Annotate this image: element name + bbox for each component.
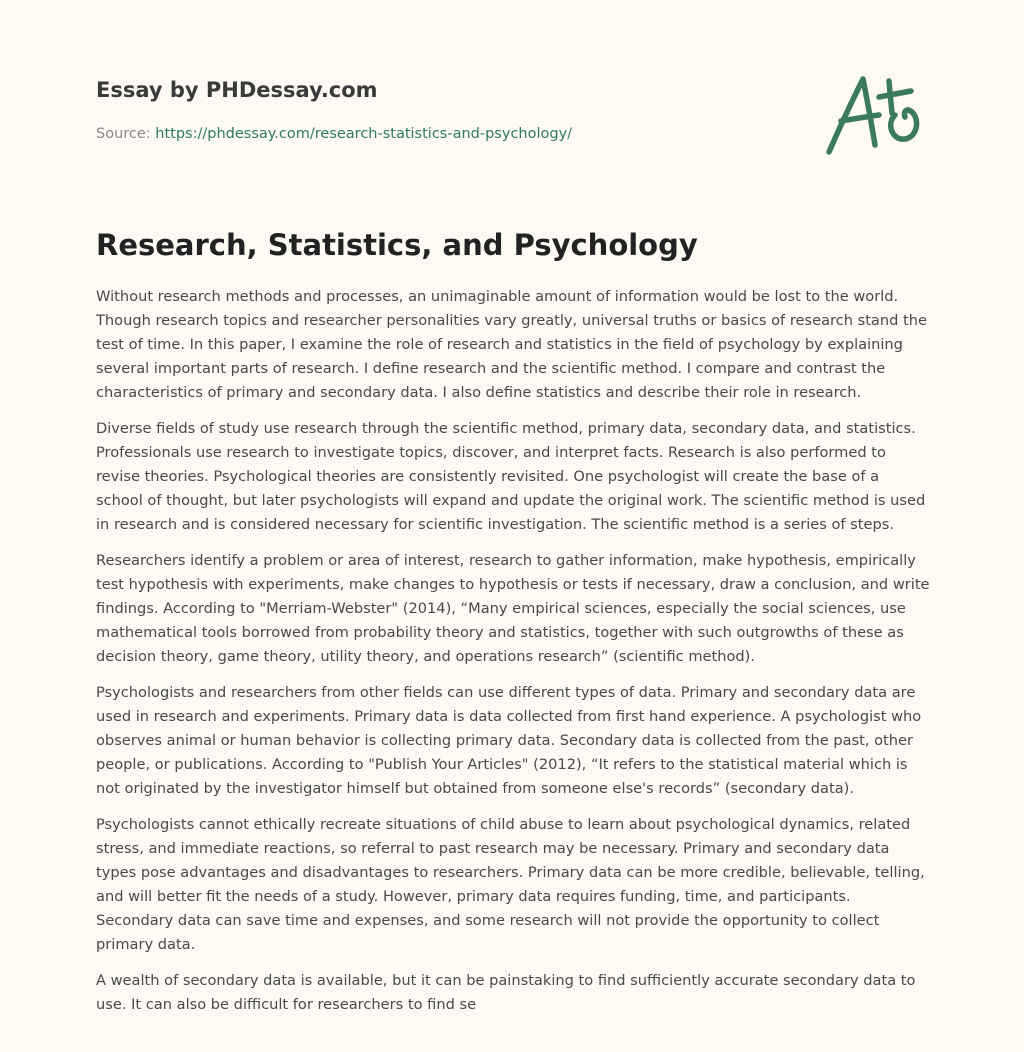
essay-paragraph: Diverse fields of study use research through the scientific method, primary data, secondary data, and statistics. Professionals use research to investigate topics, discover, and interpret facts. Research is also performed to revise theories. Psychological theories are consistently revisited. One psychologist will create the base of a school of thought, but later psychologists will expand and update the original work. The scientific method is used in research and is considered necessary for scientific investigation. The scientific method is a series of steps. bbox=[96, 420, 926, 533]
source-link[interactable]: https://phdessay.com/research-statistics-and-psychology/ bbox=[155, 126, 573, 142]
source-line bbox=[96, 124, 572, 144]
essay-paragraph: A wealth of secondary data is available, but it can be painstaking to find sufficiently accurate secondary data to use. It can also be difficult for researchers to find se bbox=[96, 972, 916, 1013]
source-label: Source: bbox=[96, 126, 151, 142]
site-title: Essay by PHDessay.com bbox=[96, 78, 378, 102]
a-plus-logo-icon bbox=[823, 69, 929, 163]
essay-paragraph: Without research methods and processes, an unimaginable amount of information would be lost to the world. Though research topics and researcher personalities vary greatly, universal truths or basics of research stand the test of time. In this paper, I examine the role of research and statistics in the field of psychology by explaining several important parts of research. I define research and the scientific method. I compare and contrast the characteristics of primary and secondary data. I also define statistics and describe their role in research. bbox=[96, 288, 927, 401]
essay-title: Research, Statistics, and Psychology bbox=[96, 228, 698, 262]
essay-body bbox=[96, 285, 930, 1029]
essay-paragraph: Psychologists cannot ethically recreate situations of child abuse to learn about psychological dynamics, related stress, and immediate reactions, so referral to past research may be necessary. Primary and secondary data types pose advantages and disadvantages to researchers. Primary data can be more credible, believable, telling, and will better fit the needs of a study. However, primary data requires funding, time, and participants. Secondary data can save time and expenses, and some research will not provide the opportunity to collect primary data. bbox=[96, 816, 925, 953]
essay-page bbox=[96, 0, 928, 1052]
essay-paragraph: Psychologists and researchers from other fields can use different types of data. Primary and secondary data are used in research and experiments. Primary data is data collected from first hand experience. A psychologist who observes animal or human behavior is collecting primary data. Secondary data is collected from the past, other people, or publications. According to "Publish Your Articles" (2012), “It refers to the statistical material which is not originated by the investigator himself but obtained from someone else's records” (secondary data). bbox=[96, 684, 922, 797]
essay-paragraph: Researchers identify a problem or area of interest, research to gather information, make hypothesis, empirically test hypothesis with experiments, make changes to hypothesis or tests if necessary, draw a conclusion, and write findings. According to "Merriam-Webster" (2014), “Many empirical sciences, especially the social sciences, use mathematical tools borrowed from probability theory and statistics, together with such outgrowths of these as decision theory, game theory, utility theory, and operations research” (scientific method). bbox=[96, 552, 930, 665]
page-header bbox=[96, 76, 928, 166]
